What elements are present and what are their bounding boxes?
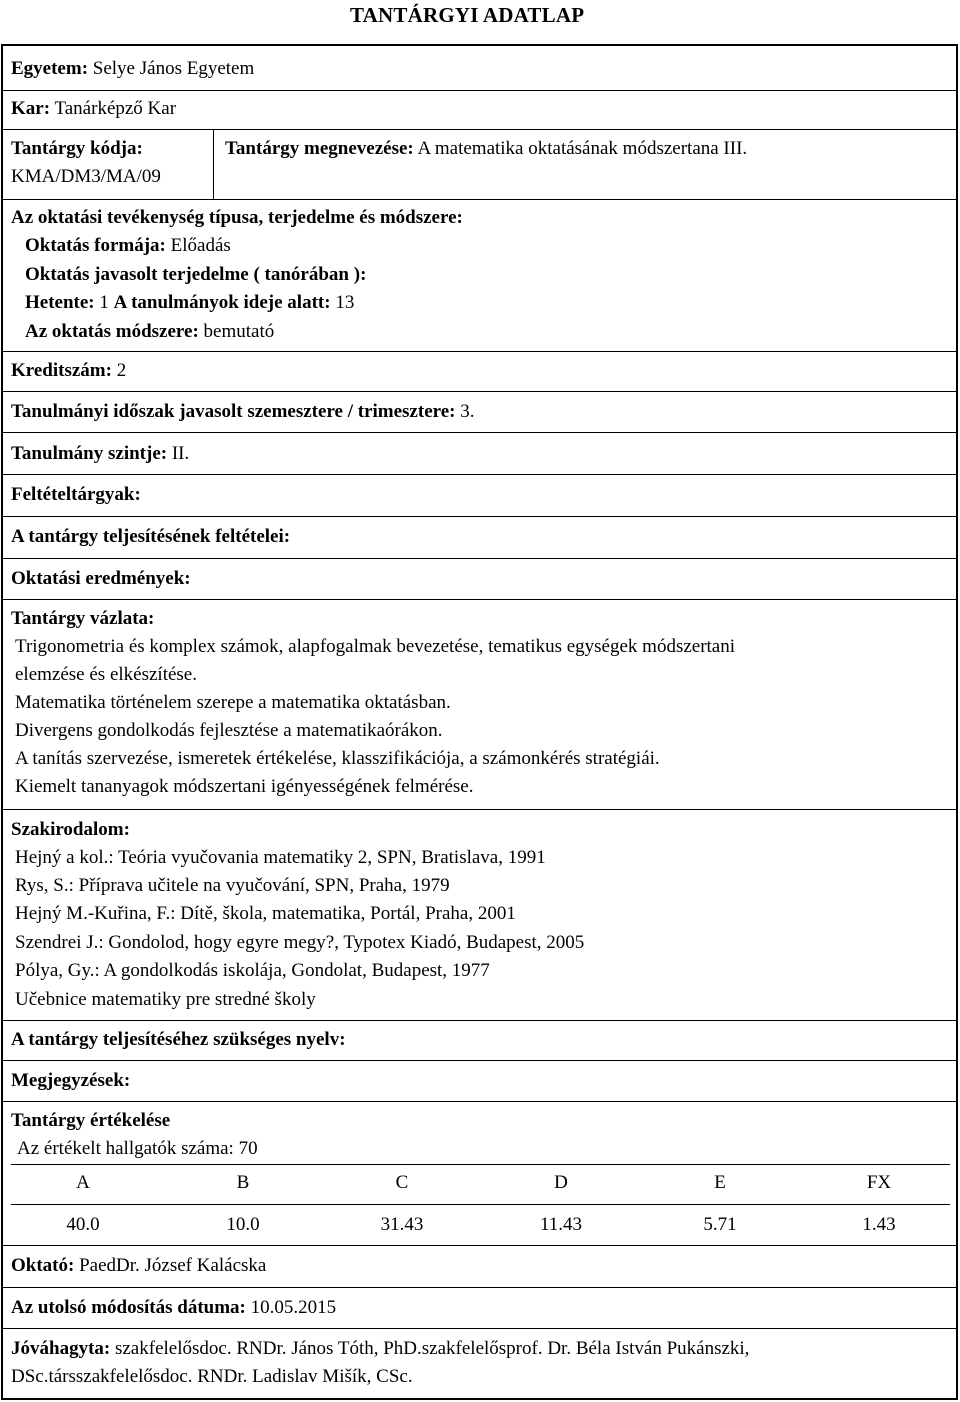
last-modified-label: Az utolsó módosítás dátuma: xyxy=(11,1297,246,1318)
university-value: Selye János Egyetem xyxy=(92,58,255,79)
grade-header: B xyxy=(236,1172,250,1193)
approved-label: Jóváhagyta: xyxy=(11,1338,111,1359)
course-name-row xyxy=(225,138,747,160)
divider xyxy=(11,1164,950,1165)
divider xyxy=(3,90,956,91)
notes-label: Megjegyzések: xyxy=(11,1070,131,1091)
divider xyxy=(11,1204,950,1205)
last-modified-row xyxy=(11,1297,336,1319)
divider xyxy=(3,1287,956,1288)
teacher-label: Oktató: xyxy=(11,1255,75,1276)
course-code-value: KMA/DM3/MA/09 xyxy=(11,166,161,187)
divider xyxy=(3,599,956,600)
period-label: A tanulmányok ideje alatt: xyxy=(113,292,331,313)
divider xyxy=(3,391,956,392)
grade-header: FX xyxy=(866,1172,892,1193)
level-label: Tanulmány szintje: xyxy=(11,443,168,464)
outline-line: Trigonometria és komplex számok, alapfogalmak bevezetése, tematikus egységek módszertani xyxy=(15,636,736,657)
method-label: Az oktatás módszere: xyxy=(25,321,199,342)
course-datasheet xyxy=(1,44,958,1400)
grade-header: A xyxy=(76,1172,90,1193)
faculty-label: Kar: xyxy=(11,98,51,119)
teaching-hours-row xyxy=(25,292,354,314)
prerequisites-label: Feltételtárgyak: xyxy=(11,484,141,505)
outline-label: Tantárgy vázlata: xyxy=(11,608,155,629)
literature-item: Hejný M.-Kuřina, F.: Dítě, škola, matematika, Portál, Praha, 2001 xyxy=(15,903,516,924)
document-header xyxy=(0,2,960,30)
grade-header: E xyxy=(714,1172,726,1193)
teaching-method-row xyxy=(25,321,274,343)
teaching-heading: Az oktatási tevékenység típusa, terjedelme és módszere: xyxy=(11,207,463,228)
divider xyxy=(3,1101,956,1102)
grade-header: D xyxy=(554,1172,568,1193)
grade-header: C xyxy=(395,1172,409,1193)
divider xyxy=(3,1060,956,1061)
divider xyxy=(213,129,214,199)
teaching-form-value: Előadás xyxy=(170,235,231,256)
period-value: 13 xyxy=(335,292,355,313)
course-name-value: A matematika oktatásának módszertana III. xyxy=(417,138,748,159)
outline-line: A tanítás szervezése, ismeretek értékelése, klasszifikációja, a számonkérés stratégiái. xyxy=(15,748,660,769)
level-row xyxy=(11,443,189,465)
teacher-value: PaedDr. József Kalácska xyxy=(79,1255,267,1276)
literature-item: Učebnice matematiky pre stredné školy xyxy=(15,989,316,1010)
level-value: II. xyxy=(171,443,190,464)
faculty-value: Tanárképző Kar xyxy=(54,98,177,119)
literature-item: Szendrei J.: Gondolod, hogy egyre megy?, Typotex Kiadó, Budapest, 2005 xyxy=(15,932,585,953)
outline-line: elemzése és elkészítése. xyxy=(15,664,197,685)
divider xyxy=(3,1020,956,1021)
credits-value: 2 xyxy=(116,360,127,381)
outline-line: Matematika történelem szerepe a matematika oktatásban. xyxy=(15,692,451,713)
language-label: A tantárgy teljesítéséhez szükséges nyelv: xyxy=(11,1029,346,1050)
literature-item: Rys, S.: Příprava učitele na vyučování, SPN, Praha, 1979 xyxy=(15,875,450,896)
divider xyxy=(3,474,956,475)
divider xyxy=(3,1245,956,1246)
weekly-label: Hetente: xyxy=(25,292,95,313)
completion-label: A tantárgy teljesítésének feltételei: xyxy=(11,526,291,547)
divider xyxy=(3,558,956,559)
outcomes-label: Oktatási eredmények: xyxy=(11,568,191,589)
weekly-value: 1 xyxy=(99,292,109,313)
university-label: Egyetem: xyxy=(11,58,89,79)
teacher-row xyxy=(11,1255,266,1277)
semester-value: 3. xyxy=(460,401,475,422)
grade-percentage: 40.0 xyxy=(66,1214,100,1235)
grade-percentage: 10.0 xyxy=(226,1214,260,1235)
university-row xyxy=(11,58,254,80)
faculty-row xyxy=(11,98,176,120)
last-modified-value: 10.05.2015 xyxy=(250,1297,337,1318)
outline-line: Kiemelt tananyagok módszertani igényességének felmérése. xyxy=(15,776,474,797)
divider xyxy=(3,129,956,130)
course-code-label: Tantárgy kódja: xyxy=(11,138,143,159)
literature-item: Pólya, Gy.: A gondolkodás iskolája, Gondolat, Budapest, 1977 xyxy=(15,960,490,981)
divider xyxy=(3,432,956,433)
divider xyxy=(3,516,956,517)
approved-line1: szakfelelősdoc. RNDr. János Tóth, PhD.szakfelelősprof. Dr. Béla István Pukánszki, xyxy=(114,1338,750,1359)
evaluation-label: Tantárgy értékelése xyxy=(11,1110,171,1131)
divider xyxy=(3,199,956,200)
literature-item: Hejný a kol.: Teória vyučovania matematiky 2, SPN, Bratislava, 1991 xyxy=(15,847,546,868)
course-name-label: Tantárgy megnevezése: xyxy=(225,138,414,159)
document-title: TANTÁRGYI ADATLAP xyxy=(350,3,585,27)
teaching-form-label: Oktatás formája: xyxy=(25,235,166,256)
literature-label: Szakirodalom: xyxy=(11,819,130,840)
semester-label: Tanulmányi időszak javasolt szemesztere / trimesztere: xyxy=(11,401,456,422)
grade-percentage: 31.43 xyxy=(380,1214,424,1235)
method-value: bemutató xyxy=(203,321,275,342)
grade-percentage: 5.71 xyxy=(703,1214,737,1235)
outline-line: Divergens gondolkodás fejlesztése a matematikaórákon. xyxy=(15,720,443,741)
teaching-scope-label: Oktatás javasolt terjedelme ( tanórában ): xyxy=(25,264,367,285)
credits-row xyxy=(11,360,126,382)
evaluated-count: Az értékelt hallgatók száma: 70 xyxy=(17,1138,258,1159)
teaching-form-row xyxy=(25,235,231,257)
grade-percentage: 11.43 xyxy=(539,1214,583,1235)
approved-line2: DSc.társszakfelelősdoc. RNDr. Ladislav Mišík, CSc. xyxy=(11,1366,413,1387)
credits-label: Kreditszám: xyxy=(11,360,112,381)
semester-row xyxy=(11,401,474,423)
divider xyxy=(3,351,956,352)
divider xyxy=(3,809,956,810)
grade-percentage: 1.43 xyxy=(862,1214,896,1235)
divider xyxy=(3,1328,956,1329)
approved-row xyxy=(11,1338,749,1360)
